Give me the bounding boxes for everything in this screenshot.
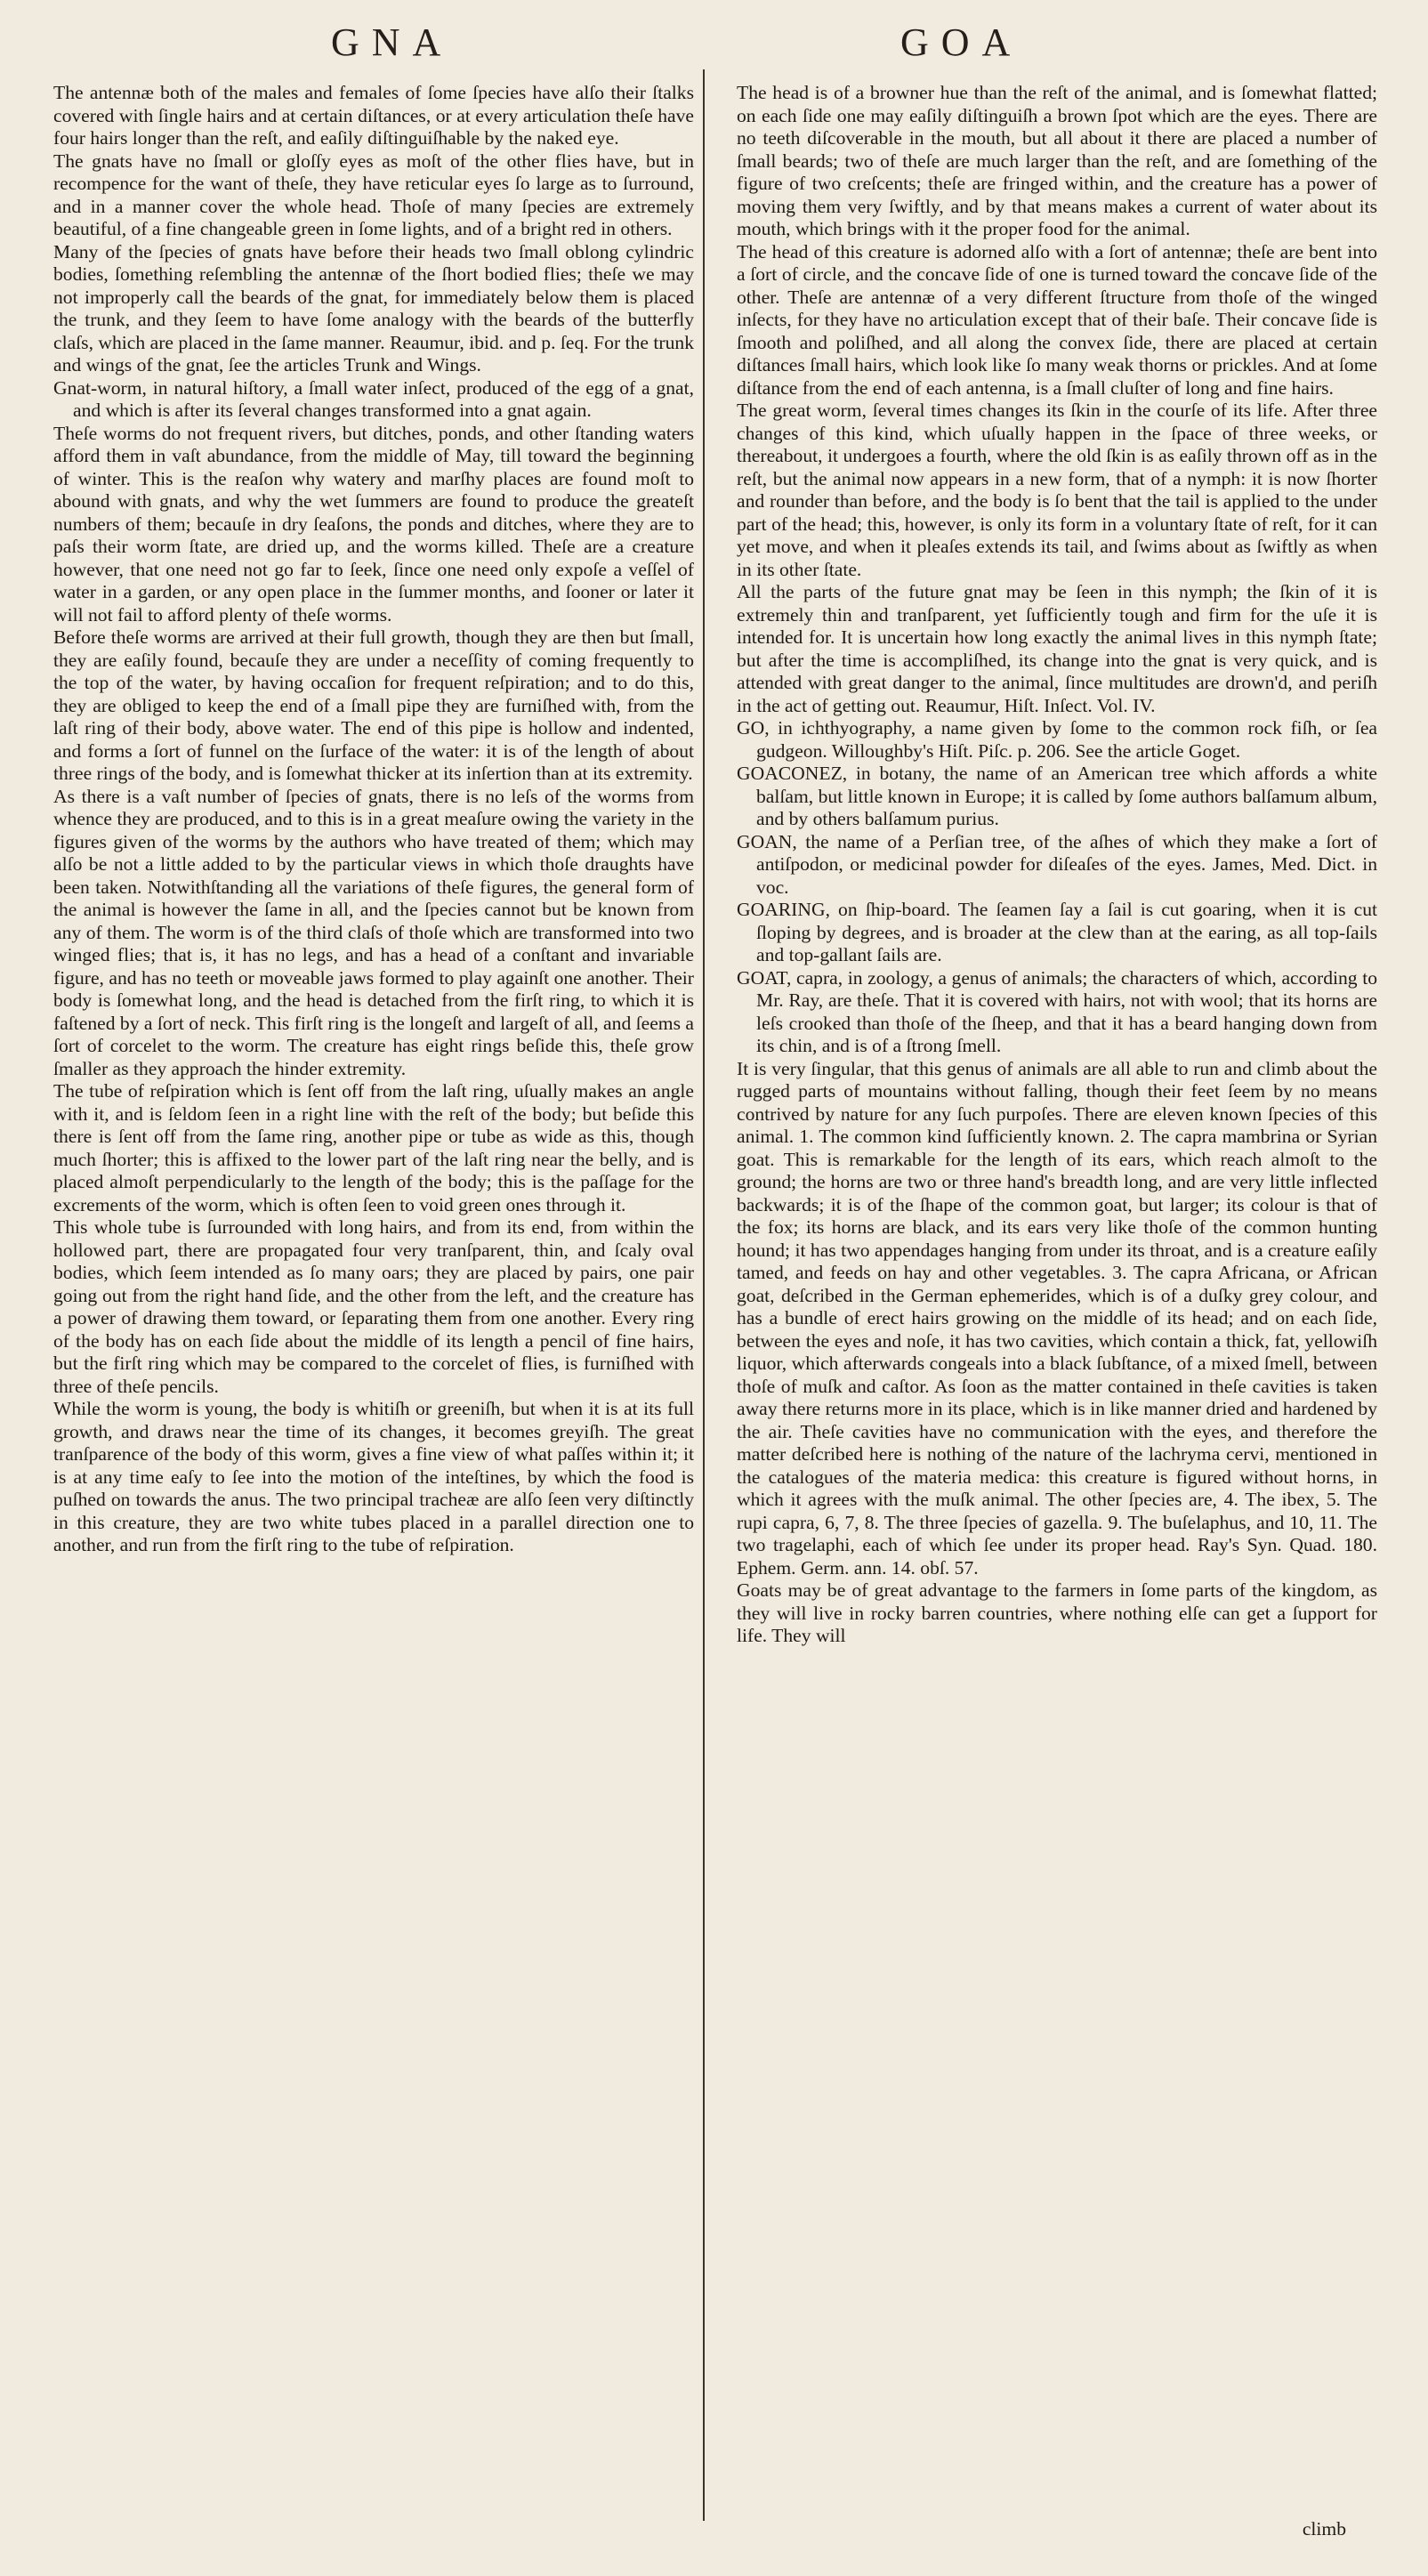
paragraph: While the worm is young, the body is whitiſh or greeniſh, but when it is at its full growth, and draws near the time of its changes, it becomes greyiſh. The great tranſparence of the body of this worm, gives a fine view of what paſſes within it; it is at any time eaſy to ſee into the motion of the inteſtines, by which the food is puſhed on towards the anus. The two principal tracheæ are alſo ſeen very diſtinctly in this creature, they are two white tubes placed in a parallel direction one to another, and run from the firſt ring to the tube of reſpiration.	[53, 1398, 694, 1555]
paragraph: Theſe worms do not frequent rivers, but ditches, ponds, and other ſtanding waters afford them in vaſt abundance, from the middle of May, till toward the beginning of winter. This is the reaſon why watery and marſhy places are found moſt to abound with gnats, and why the wet ſummers are found to produce the greateſt numbers of them; becauſe in dry ſeaſons, the ponds and ditches, where they are to paſs their worm ſtate, are dried up, and the worms killed. Theſe are a creature however, that one need not go far to ſeek, ſince one need only expoſe a veſſel of water in a garden, or any open place in the ſummer months, and ſooner or later it will not fail to afford plenty of theſe worms.	[53, 422, 694, 626]
paragraph: Before theſe worms are arrived at their full growth, though they are then but ſmall, they are eaſily found, becauſe they are under a neceſſity of coming frequently to the top of the water, by having occaſion for frequent reſpiration; and to do this, they are obliged to keep the end of a ſmall pipe they are furniſhed with, from the laſt ring of their body, above water. The end of this pipe is hollow and indented, and forms a ſort of funnel on the ſurface of the water: it is of the length of about three rings of the body, and is ſomewhat thicker at its inſertion than at its extremity.	[53, 626, 694, 784]
paragraph: All the parts of the future gnat may be ſeen in this nymph; the ſkin of it is extremely thin and tranſparent, yet ſufficiently tough and firm for the uſe it is intended for. It is uncertain how long exactly the animal lives in this nymph ſtate; but after the time is accompliſhed, its change into the gnat is very quick, and is attended with great danger to the animal, ſince multitudes are drown'd, and periſh in the act of getting out. Reaumur, Hiſt. Inſect. Vol. IV.	[737, 581, 1377, 716]
paragraph: The head is of a browner hue than the reſt of the animal, and is ſomewhat flatted; on each ſide one may eaſily diſtinguiſh a brown ſpot which are the eyes. There are no teeth diſcoverable in the mouth, but all about it there are placed a number of ſmall beards; two of theſe are much larger than the reſt, and are ſomething of the figure of two creſcents; theſe are fringed within, and the creature has a power of moving them very ſwiftly, and by that means makes a current of water about its mouth, which brings with it the proper food for the animal.	[737, 82, 1377, 239]
paragraph: The head of this creature is adorned alſo with a ſort of antennæ; theſe are bent into a ſort of circle, and the concave ſide of one is turned toward the concave ſide of the other. Theſe are antennæ of a very different ſtructure from thoſe of the winged inſects, for they have no articulation except that of their baſe. Their concave ſide is ſmooth and poliſhed, and all along the convex ſide, there are placed at certain diſtances ſmall hairs, which look like ſo many weak thorns or prickles. And at ſome diſtance from the end of each antenna, is a ſmall cluſter of long and fine hairs.	[737, 240, 1377, 399]
entry-gnat-worm: Gnat-worm, in natural hiſtory, a ſmall water inſect, produced of the egg of a gnat, and which is after its ſeveral changes transformed into a gnat again.	[53, 376, 694, 421]
paragraph: This whole tube is ſurrounded with long hairs, and from its end, from within the hollowed part, there are propagated four very tranſparent, thin, and ſcaly oval bodies, which ſeem intended as ſo many oars; they are placed by pairs, one pair going out from the right hand ſide, and the other from the left, and the creature has a power of drawing them toward, or ſeparating them from one another. Every ring of the body has on each ſide about the middle of its length a pencil of fine hairs, but the firſt ring which may be compared to the corcelet of flies, is furniſhed with three of theſe pencils.	[53, 1216, 694, 1397]
paragraph: As there is a vaſt number of ſpecies of gnats, there is no leſs of the worms from whence they are produced, and to this is in a great meaſure owing the variety in the figures given of the worms by the authors who have treated of them; which may alſo be not a little added to by the particular views in which thoſe draughts have been taken. Notwithſtanding all the variations of theſe figures, the general form of the animal is however the ſame in all, and the ſpecies cannot but be known from any of them. The worm is of the third claſs of thoſe which are transformed into two winged flies; that is, it has no legs, and has a head of a conſtant and invariable figure, and has no teeth or moveable jaws formed to play againſt one another. Their body is ſomewhat long, and the head is detached from the firſt ring, to which it is faſtened by a ſort of neck. This firſt ring is the longeſt and largeſt of all, and ſeems a ſort of corcelet to the worm. The creature has eight rings beſide this, theſe grow ſmaller as they approach the hinder extremity.	[53, 785, 694, 1079]
running-head-right: GOA	[900, 20, 1023, 64]
paragraph: It is very ſingular, that this genus of animals are all able to run and climb about the rugged parts of mountains without falling, though their feet ſeem by no means contrived by nature for any ſuch purpoſes. There are eleven known ſpecies of this animal. 1. The common kind ſufficiently known. 2. The capra mambrina or Syrian goat. This is remarkable for the length of its ears, which reach almoſt to the ground; the horns are two or three hand's breadth long, and are very little inflected backwards; it is of the ſhape of the common goat, but larger; its colour is that of the fox; its horns are black, and its ears very like thoſe of the common hunting hound; it has two appendages hanging from under its throat, and is a creature eaſily tamed, and feeds on hay and other vegetables. 3. The capra Africana, or African goat, deſcribed in the German ephemerides, which is of a duſky grey colour, and has a bundle of erect hairs growing on the middle of its head; and on each ſide, between the eyes and noſe, it has two cavities, which contain a thick, fat, yellowiſh liquor, which afterwards congeals into a black ſubſtance, of a mixed ſmell, between thoſe of muſk and caſtor. As ſoon as the matter contained in theſe cavities is taken away there returns more in its place, which is in like manner dried and hardened by the air. Theſe cavities have no communication with the eyes, and therefore the matter deſcribed here is nothing of the nature of the lachryma cervi, mentioned in the catalogues of the materia medica: this creature is figured without horns, in which it agrees with the muſk animal. The other ſpecies are, 4. The ibex, 5. The rupi capra, 6, 7, 8. The three ſpecies of gazella. 9. The buſelaphus, and 10, 11. The two tragelaphi, each of which ſee under its proper head. Ray's Syn. Quad. 180. Ephem. Germ. ann. 14. obſ. 57.	[737, 1057, 1377, 1579]
entry-goan: GOAN, the name of a Perſian tree, of the aſhes of which they make a ſort of antiſpodon, or medicinal powder for diſeaſes of the eyes. James, Med. Dict. in voc.	[737, 830, 1377, 898]
running-head-left: GNA	[331, 20, 454, 64]
paragraph: Goats may be of great advantage to the farmers in ſome parts of the kingdom, as they will live in rocky barren countries, where nothing elſe can get a ſupport for life. They will	[737, 1579, 1377, 1646]
right-column	[737, 82, 1377, 1648]
paragraph: The tube of reſpiration which is ſent off from the laſt ring, uſually makes an angle with it, and is ſeldom ſeen in a right line with the reſt of the body; but beſide this there is ſent off from the ſame ring, another pipe or tube as wide as this, though much ſhorter; this is affixed to the lower part of the laſt ring near the belly, and is placed almoſt perpendicularly to the length of the body; this is the paſſage for the excrements of the worm, which is often ſeen to void green ones through it.	[53, 1080, 694, 1215]
left-column	[53, 82, 694, 1557]
catchword: climb	[1302, 2518, 1346, 2540]
column-divider	[703, 69, 705, 2521]
entry-goaring: GOARING, on ſhip-board. The ſeamen ſay a ſail is cut goaring, when it is cut ſloping by degrees, and is broader at the clew than at the earing, as all top-ſails and top-gallant ſails are.	[737, 899, 1377, 965]
paragraph: The great worm, ſeveral times changes its ſkin in the courſe of its life. After three changes of this kind, which uſually happen in the ſpace of three weeks, or thereabout, it undergoes a fourth, where the old ſkin is as eaſily thrown off as in the reſt, but the animal now appears in a new form, that of a nymph: it is now ſhorter and rounder than before, and the body is ſo bent that the tail is applied to the under part of the head; this, however, is only its form in a voluntary ſtate of reſt, for it can yet move, and when it pleaſes extends its tail, and ſwims about as ſwiftly as when in its other ſtate.	[737, 400, 1377, 580]
entry-goat: GOAT, capra, in zoology, a genus of animals; the characters of which, according to Mr. Ray, are theſe. That it is covered with hairs, not with wool; that its horns are leſs crooked than thoſe of the ſheep, and that it has a beard hanging down from its chin, and is of a ſtrong ſmell.	[737, 966, 1377, 1056]
entry-go: GO, in ichthyography, a name given by ſome to the common rock fiſh, or ſea gudgeon. Willoughby's Hiſt. Piſc. p. 206. See the article Goget.	[737, 717, 1377, 762]
entry-goaconez: GOACONEZ, in botany, the name of an American tree which affords a white balſam, but little known in Europe; it is called by ſome authors balſamum album, and by others balſamum purius.	[737, 763, 1377, 829]
paragraph: Many of the ſpecies of gnats have before their heads two ſmall oblong cylindric bodies, ſomething reſembling the antennæ of the ſhort bodied flies; theſe we may not improperly call the beards of the gnat, for immediately below them is placed the trunk, and they ſeem to have ſome analogy with the beards of the butterfly claſs, which are placed in the ſame manner. Reaumur, ibid. and p. ſeq. For the trunk and wings of the gnat, ſee the articles Trunk and Wings.	[53, 240, 694, 375]
paragraph: The gnats have no ſmall or gloſſy eyes as moſt of the other flies have, but in recompence for the want of theſe, they have reticular eyes ſo large as to ſurround, and in a manner cover the whole head. Thoſe of many ſpecies are extremely beautiful, of a fine changeable green in ſome lights, and of a bright red in others.	[53, 149, 694, 239]
paragraph: The antennæ both of the males and females of ſome ſpecies have alſo their ſtalks covered with ſingle hairs and at certain diſtances, or at every articulation theſe have four hairs longer than the reſt, and eaſily diſtinguiſhable by the naked eye.	[53, 82, 694, 149]
